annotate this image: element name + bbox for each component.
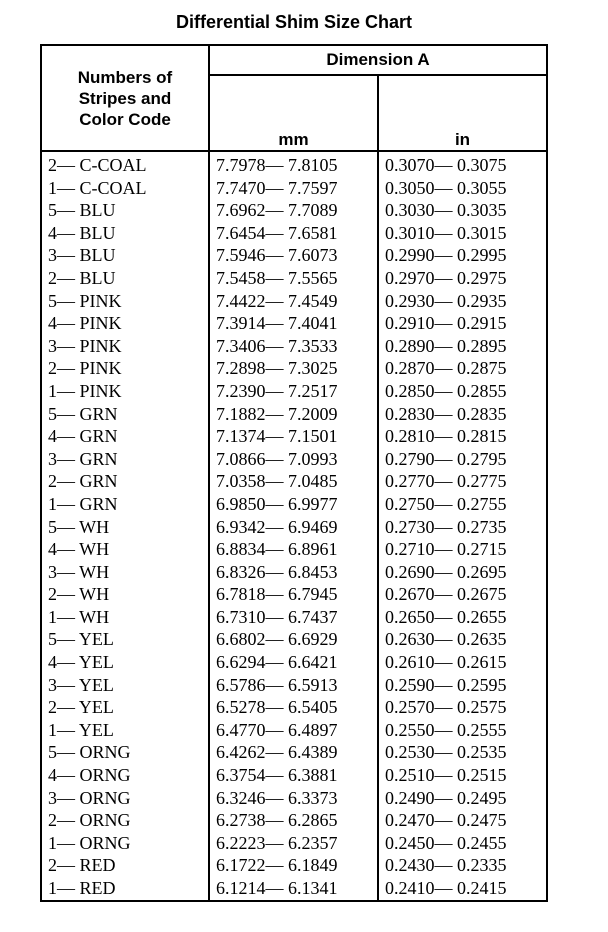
cell-code: 4— WH bbox=[41, 538, 209, 561]
cell-in: 0.2810— 0.2815 bbox=[378, 425, 547, 448]
cell-mm: 6.3246— 6.3373 bbox=[209, 787, 378, 810]
cell-mm: 7.5946— 7.6073 bbox=[209, 244, 378, 267]
cell-mm: 6.3754— 6.3881 bbox=[209, 764, 378, 787]
cell-mm: 6.7310— 6.7437 bbox=[209, 606, 378, 629]
table-row bbox=[41, 696, 547, 719]
cell-mm: 6.6802— 6.6929 bbox=[209, 628, 378, 651]
cell-code: 1— C-COAL bbox=[41, 177, 209, 200]
cell-code: 2— C-COAL bbox=[41, 151, 209, 177]
table-row bbox=[41, 832, 547, 855]
cell-in: 0.2510— 0.2515 bbox=[378, 764, 547, 787]
cell-in: 0.2590— 0.2595 bbox=[378, 674, 547, 697]
header-stripes-color-code bbox=[41, 45, 209, 151]
table-row bbox=[41, 403, 547, 426]
cell-mm: 7.1374— 7.1501 bbox=[209, 425, 378, 448]
header-dimension-a: Dimension A bbox=[209, 45, 547, 75]
header-row-top bbox=[41, 45, 547, 75]
table-row bbox=[41, 719, 547, 742]
cell-in: 0.2630— 0.2635 bbox=[378, 628, 547, 651]
cell-in: 0.2870— 0.2875 bbox=[378, 357, 547, 380]
cell-in: 0.2650— 0.2655 bbox=[378, 606, 547, 629]
cell-in: 0.2970— 0.2975 bbox=[378, 267, 547, 290]
cell-mm: 6.5278— 6.5405 bbox=[209, 696, 378, 719]
cell-mm: 6.8834— 6.8961 bbox=[209, 538, 378, 561]
header-code-line-1: Numbers of bbox=[77, 67, 173, 87]
cell-mm: 7.6454— 7.6581 bbox=[209, 222, 378, 245]
table-row bbox=[41, 606, 547, 629]
cell-code: 5— ORNG bbox=[41, 741, 209, 764]
cell-in: 0.2930— 0.2935 bbox=[378, 290, 547, 313]
cell-mm: 6.1722— 6.1849 bbox=[209, 854, 378, 877]
cell-in: 0.2750— 0.2755 bbox=[378, 493, 547, 516]
table-row bbox=[41, 674, 547, 697]
table-row bbox=[41, 177, 547, 200]
table-row bbox=[41, 199, 547, 222]
header-code-line-2: Stripes and bbox=[78, 88, 172, 108]
cell-code: 5— WH bbox=[41, 516, 209, 539]
header-code-line-3: Color Code bbox=[79, 109, 171, 129]
cell-mm: 7.2898— 7.3025 bbox=[209, 357, 378, 380]
cell-in: 0.2410— 0.2415 bbox=[378, 877, 547, 901]
cell-mm: 6.5786— 6.5913 bbox=[209, 674, 378, 697]
cell-in: 0.2430— 0.2335 bbox=[378, 854, 547, 877]
cell-in: 0.3070— 0.3075 bbox=[378, 151, 547, 177]
cell-in: 0.3010— 0.3015 bbox=[378, 222, 547, 245]
cell-code: 2— PINK bbox=[41, 357, 209, 380]
cell-code: 4— ORNG bbox=[41, 764, 209, 787]
cell-in: 0.2990— 0.2995 bbox=[378, 244, 547, 267]
cell-code: 3— GRN bbox=[41, 448, 209, 471]
cell-mm: 6.4262— 6.4389 bbox=[209, 741, 378, 764]
cell-in: 0.3050— 0.3055 bbox=[378, 177, 547, 200]
cell-code: 2— ORNG bbox=[41, 809, 209, 832]
cell-mm: 6.9850— 6.9977 bbox=[209, 493, 378, 516]
cell-in: 0.2890— 0.2895 bbox=[378, 335, 547, 358]
cell-code: 1— GRN bbox=[41, 493, 209, 516]
table-row bbox=[41, 425, 547, 448]
table-row bbox=[41, 651, 547, 674]
cell-mm: 7.4422— 7.4549 bbox=[209, 290, 378, 313]
cell-code: 1— PINK bbox=[41, 380, 209, 403]
cell-code: 5— PINK bbox=[41, 290, 209, 313]
cell-code: 1— ORNG bbox=[41, 832, 209, 855]
cell-code: 4— YEL bbox=[41, 651, 209, 674]
cell-code: 2— RED bbox=[41, 854, 209, 877]
cell-mm: 7.1882— 7.2009 bbox=[209, 403, 378, 426]
cell-code: 1— RED bbox=[41, 877, 209, 901]
cell-mm: 7.3914— 7.4041 bbox=[209, 312, 378, 335]
cell-code: 2— YEL bbox=[41, 696, 209, 719]
cell-in: 0.2670— 0.2675 bbox=[378, 583, 547, 606]
cell-mm: 7.5458— 7.5565 bbox=[209, 267, 378, 290]
cell-mm: 7.7470— 7.7597 bbox=[209, 177, 378, 200]
cell-in: 0.2910— 0.2915 bbox=[378, 312, 547, 335]
cell-code: 2— BLU bbox=[41, 267, 209, 290]
cell-mm: 6.8326— 6.8453 bbox=[209, 561, 378, 584]
cell-code: 5— YEL bbox=[41, 628, 209, 651]
cell-code: 3— PINK bbox=[41, 335, 209, 358]
cell-mm: 6.9342— 6.9469 bbox=[209, 516, 378, 539]
cell-in: 0.2490— 0.2495 bbox=[378, 787, 547, 810]
cell-in: 0.2470— 0.2475 bbox=[378, 809, 547, 832]
cell-mm: 6.6294— 6.6421 bbox=[209, 651, 378, 674]
table-row bbox=[41, 244, 547, 267]
header-mm: mm bbox=[209, 75, 378, 151]
cell-in: 0.2730— 0.2735 bbox=[378, 516, 547, 539]
cell-code: 3— BLU bbox=[41, 244, 209, 267]
table-row bbox=[41, 583, 547, 606]
cell-code: 1— WH bbox=[41, 606, 209, 629]
cell-code: 3— ORNG bbox=[41, 787, 209, 810]
table-row bbox=[41, 290, 547, 313]
cell-mm: 6.7818— 6.7945 bbox=[209, 583, 378, 606]
cell-in: 0.2450— 0.2455 bbox=[378, 832, 547, 855]
cell-in: 0.2770— 0.2775 bbox=[378, 470, 547, 493]
table-header bbox=[41, 45, 547, 151]
cell-in: 0.2830— 0.2835 bbox=[378, 403, 547, 426]
table-row bbox=[41, 809, 547, 832]
header-in: in bbox=[378, 75, 547, 151]
cell-in: 0.2850— 0.2855 bbox=[378, 380, 547, 403]
table-row bbox=[41, 335, 547, 358]
table-row bbox=[41, 380, 547, 403]
table-row bbox=[41, 312, 547, 335]
cell-code: 2— GRN bbox=[41, 470, 209, 493]
table-row bbox=[41, 267, 547, 290]
cell-mm: 7.6962— 7.7089 bbox=[209, 199, 378, 222]
cell-code: 1— YEL bbox=[41, 719, 209, 742]
cell-code: 4— GRN bbox=[41, 425, 209, 448]
table-row bbox=[41, 470, 547, 493]
cell-code: 3— WH bbox=[41, 561, 209, 584]
table-row bbox=[41, 448, 547, 471]
cell-in: 0.3030— 0.3035 bbox=[378, 199, 547, 222]
table-row bbox=[41, 357, 547, 380]
cell-in: 0.2530— 0.2535 bbox=[378, 741, 547, 764]
shim-size-table bbox=[40, 44, 548, 902]
cell-in: 0.2710— 0.2715 bbox=[378, 538, 547, 561]
cell-mm: 7.7978— 7.8105 bbox=[209, 151, 378, 177]
cell-code: 4— PINK bbox=[41, 312, 209, 335]
cell-code: 3— YEL bbox=[41, 674, 209, 697]
table-row bbox=[41, 538, 547, 561]
cell-in: 0.2570— 0.2575 bbox=[378, 696, 547, 719]
table-row bbox=[41, 516, 547, 539]
cell-in: 0.2610— 0.2615 bbox=[378, 651, 547, 674]
cell-in: 0.2690— 0.2695 bbox=[378, 561, 547, 584]
table-row bbox=[41, 561, 547, 584]
cell-mm: 6.1214— 6.1341 bbox=[209, 877, 378, 901]
cell-mm: 7.3406— 7.3533 bbox=[209, 335, 378, 358]
cell-code: 4— BLU bbox=[41, 222, 209, 245]
cell-in: 0.2790— 0.2795 bbox=[378, 448, 547, 471]
cell-mm: 6.2223— 6.2357 bbox=[209, 832, 378, 855]
cell-code: 5— GRN bbox=[41, 403, 209, 426]
table-row bbox=[41, 787, 547, 810]
table-row bbox=[41, 222, 547, 245]
table-body bbox=[41, 151, 547, 901]
table-row bbox=[41, 628, 547, 651]
cell-code: 2— WH bbox=[41, 583, 209, 606]
cell-mm: 7.0866— 7.0993 bbox=[209, 448, 378, 471]
table-row bbox=[41, 877, 547, 901]
table-row bbox=[41, 493, 547, 516]
table-row bbox=[41, 764, 547, 787]
cell-mm: 6.2738— 6.2865 bbox=[209, 809, 378, 832]
cell-mm: 6.4770— 6.4897 bbox=[209, 719, 378, 742]
cell-code: 5— BLU bbox=[41, 199, 209, 222]
cell-mm: 7.2390— 7.2517 bbox=[209, 380, 378, 403]
table-row bbox=[41, 741, 547, 764]
table-row bbox=[41, 151, 547, 177]
table-row bbox=[41, 854, 547, 877]
cell-in: 0.2550— 0.2555 bbox=[378, 719, 547, 742]
chart-title: Differential Shim Size Chart bbox=[175, 12, 413, 32]
cell-mm: 7.0358— 7.0485 bbox=[209, 470, 378, 493]
